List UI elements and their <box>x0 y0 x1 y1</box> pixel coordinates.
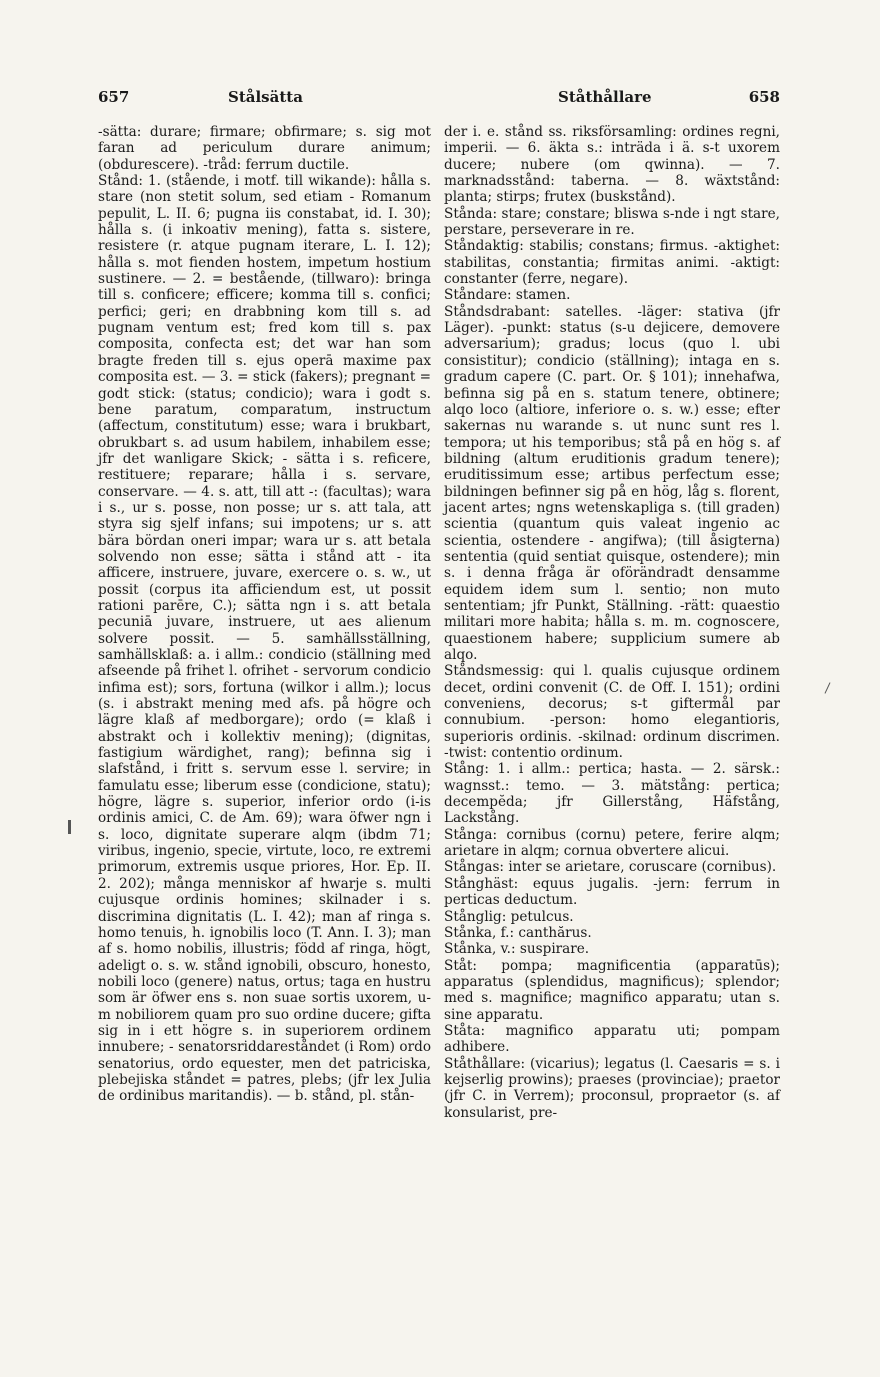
left-column <box>98 124 431 1105</box>
left-page-number: 657 <box>98 88 130 106</box>
entry-standsdrabant: Ståndsdrabant: satelles. -läger: stativa (jfr Läger). -punkt: status (s-u dejicere, demovere adversarium); gradus; locus (quo l. ubi consistitur); condicio (ställning); intaga en s. gradum capere (C. part. Or. § 101); innehafwa, befinna sig på en s. statum tenere, obtinere; alqo loco (altiore, inferiore o. s. w.) esse; efter sakernas nu warande s. ut nunc sunt res l. tempora; ut his temporibus; stå på en hög s. af bildning (altum eruditionis gradum tenere); eruditissimum esse; artibus perfectum esse; bildningen befinner sig på en hög, låg s. florent, jacent artes; ngns wetenskapliga s. (till graden) scientia (quantum quis valeat ingenio ac scientia, ostendere - angifwa); (till åsigterna) sententia (quid sentiat quisque, ostendere); min s. i denna fråga är oförändradt densamme equidem idem sum l. sentio; non muto sententiam; jfr Punkt, Ställning. -rätt: quaestio militari more habita; hålla s. m. m. cognoscere, quaestionem habere; supplicium sumere ab alqo. <box>444 303 780 663</box>
margin-mark <box>825 682 831 693</box>
entry-stalsatta-cont: -sätta: durare; firmare; obfirmare; s. sig mot faran ad periculum durare animum; (obdurescere). -tråd: ferrum ductile. <box>98 124 431 173</box>
entry-standare: Ståndare: stamen. <box>444 287 571 304</box>
entry-standa: Stånda: stare; constare; bliswa s-nde i ngt stare, perstare, perseverare in re. <box>444 205 780 239</box>
column-divider <box>438 124 439 1274</box>
right-running-headword: Ståthållare <box>558 88 652 106</box>
entry-stanka-f: Stånka, f.: canthărus. <box>444 924 592 941</box>
entry-standsmessig: Ståndsmessig: qui l. qualis cujusque ordinem decet, ordini convenit (C. de Off. I. 151); ordini conveniens, decorus; s-t giftermål par connubium. -person: homo elegantioris, superioris ordinis. -skilnad: ordinum discrimen. -twist: contentio ordinum. <box>444 663 780 762</box>
right-column <box>444 124 780 1121</box>
entry-stanga: Stånga: cornibus (cornu) petere, ferire alqm; arietare in alqm; cornua obvertere alicui. <box>444 826 780 860</box>
entry-stand-cont: der i. e. stånd ss. riksförsamling: ordines regni, imperii. — 6. äkta s.: inträda i ä. s-t uxorem ducere; nubere (om qwinna). — 7. marknadsstånd: taberna. — 8. wäxtstånd: planta; stirps; frutex (buskstånd). <box>444 124 780 206</box>
entry-stang: Stång: 1. i allm.: pertica; hasta. — 2. särsk.: wagnsst.: temo. — 3. mätstång: pertica; decempĕda; jfr Gillerstång, Häfstång, Lackstång. <box>444 761 780 827</box>
entry-stata: Ståta: magnifico apparatu uti; pompam adhibere. <box>444 1022 780 1056</box>
entry-standaktig: Ståndaktig: stabilis; constans; firmus. -aktighet: stabilitas, constantia; firmitas animi. -aktigt: constanter (ferre, negare). <box>444 238 780 288</box>
margin-mark <box>68 820 71 834</box>
entry-stat: Ståt: pompa; magnificentia (apparatūs); apparatus (splendidus, magnificus); splendor; med s. magnifice; magnifico apparatu; utan s. sine apparatu. <box>444 957 780 1023</box>
entry-stanghast: Stånghäst: equus jugalis. -jern: ferrum in perticas deductum. <box>444 875 780 909</box>
entry-stand: Stånd: 1. (stående, i motf. till wikande): hålla s. stare (non stetit solum, sed etiam - Romanum pepulit, L. II. 6; pugna iis constabat, id. I. 30); hålla s. (i inkoativ mening), fatta s. sistere, resistere (r. atque pugnam iterare, L. I. 12); hålla s. mot fienden hostem, impetum hostium sustinere. — 2. = bestående, (tillwaro): bringa till s. conficere; efficere; komma till s. confici; perfici; geri; en drabbning kom till s. ad pugnam ventum est; fred kom till s. pax composita, confecta est; det war han som bragte freden till s. ejus operā maxime pax composita est. — 3. = stick (fakers); pregnant = godt stick: (status; condicio); wara i godt s. bene paratum, comparatum, instructum (affectum, constitutum) esse; wara i brukbart, obrukbart s. ad usum habilem, inhabilem esse; jfr det wanligare Skick; - sätta i s. reficere, restituere; reparare; hålla i s. servare, conservare. — 4. s. att, till att -: (facultas); wara i s., ur s. posse, non posse; ur s. att tala, att styra sig sjelf infans; sui impotens; ur s. att bära bördan oneri impar; wara ur s. att betala solvendo non esse; sätta i stånd att - ita afficere, instruere, juvare, exercere o. s. w., ut possit (corpus ita afficiendum est, ut possit rationi parēre, C.); sätta ngn i s. att betala pecuniā juvare, instruere, ut aes alienum solvere possit. — 5. samhällsställning, samhällsklaß: a. i allm.: condicio (ställning med afseende på frihet l. ofrihet - servorum condicio infima est); sors, fortuna (wilkor i allm.); locus (s. i abstrakt mening med afs. på högre och lägre klaß af medborgare); ordo (= klaß i abstrakt och i kollektiv mening); (dignitas, fastigium wärdighet, rang); befinna sig i slafstånd, i fritt s. servum esse l. servire; in famulatu esse; liberum esse (condicione, statu); högre, lägre s. superior, inferior ordo (i-is ordinis amici, C. de Am. 69); wara öfwer ngn i s. loco, dignitate superare alqm (ibdm 71; viribus, ingenio, specie, virtute, loco, re extremi primorum, extremis usque priores, Hor. Ep. II. 2. 202); många menniskor af hwarje s. multi cujusque ordinis homines; skilnader i s. discrimina dignitatis (L. I. 42); man af ringa s. homo tenuis, h. ignobilis loco (T. Ann. I. 3); man af s. homo nobilis, illustris; född af ringa, högt, adeligt o. s. w. stånd ignobili, obscuro, honesto, nobili loco (genere) natus, ortus; taga en hustru som är öfwer ens s. non suae sortis uxorem, u-m nobiliorem quam pro suo ordine ducere; gifta sig in i ett högre s. in superiorem ordinem innubere; - senatorsriddareståndet (i Rom) ordo senatorius, ordo equester, men det patriciska, plebejiska ståndet = patres, plebs; (jfr lex Julia de ordinibus maritandis). — b. stånd, pl. stån- <box>98 173 431 1105</box>
entry-stangas: Stångas: inter se arietare, coruscare (cornibus). <box>444 859 777 876</box>
right-page-number: 658 <box>748 88 780 106</box>
entry-stanglig: Stånglig: petulcus. <box>444 908 574 925</box>
entry-stathallare: Ståthållare: (vicarius); legatus (l. Caesaris = s. i kejserlig prowins); praeses (provinciae); praetor (jfr C. in Verrem); proconsul, propraetor (s. af konsularist, pre- <box>444 1055 780 1121</box>
entry-stanka-v: Stånka, v.: suspirare. <box>444 941 590 958</box>
page-header <box>98 88 780 112</box>
left-running-headword: Stålsätta <box>228 88 303 106</box>
